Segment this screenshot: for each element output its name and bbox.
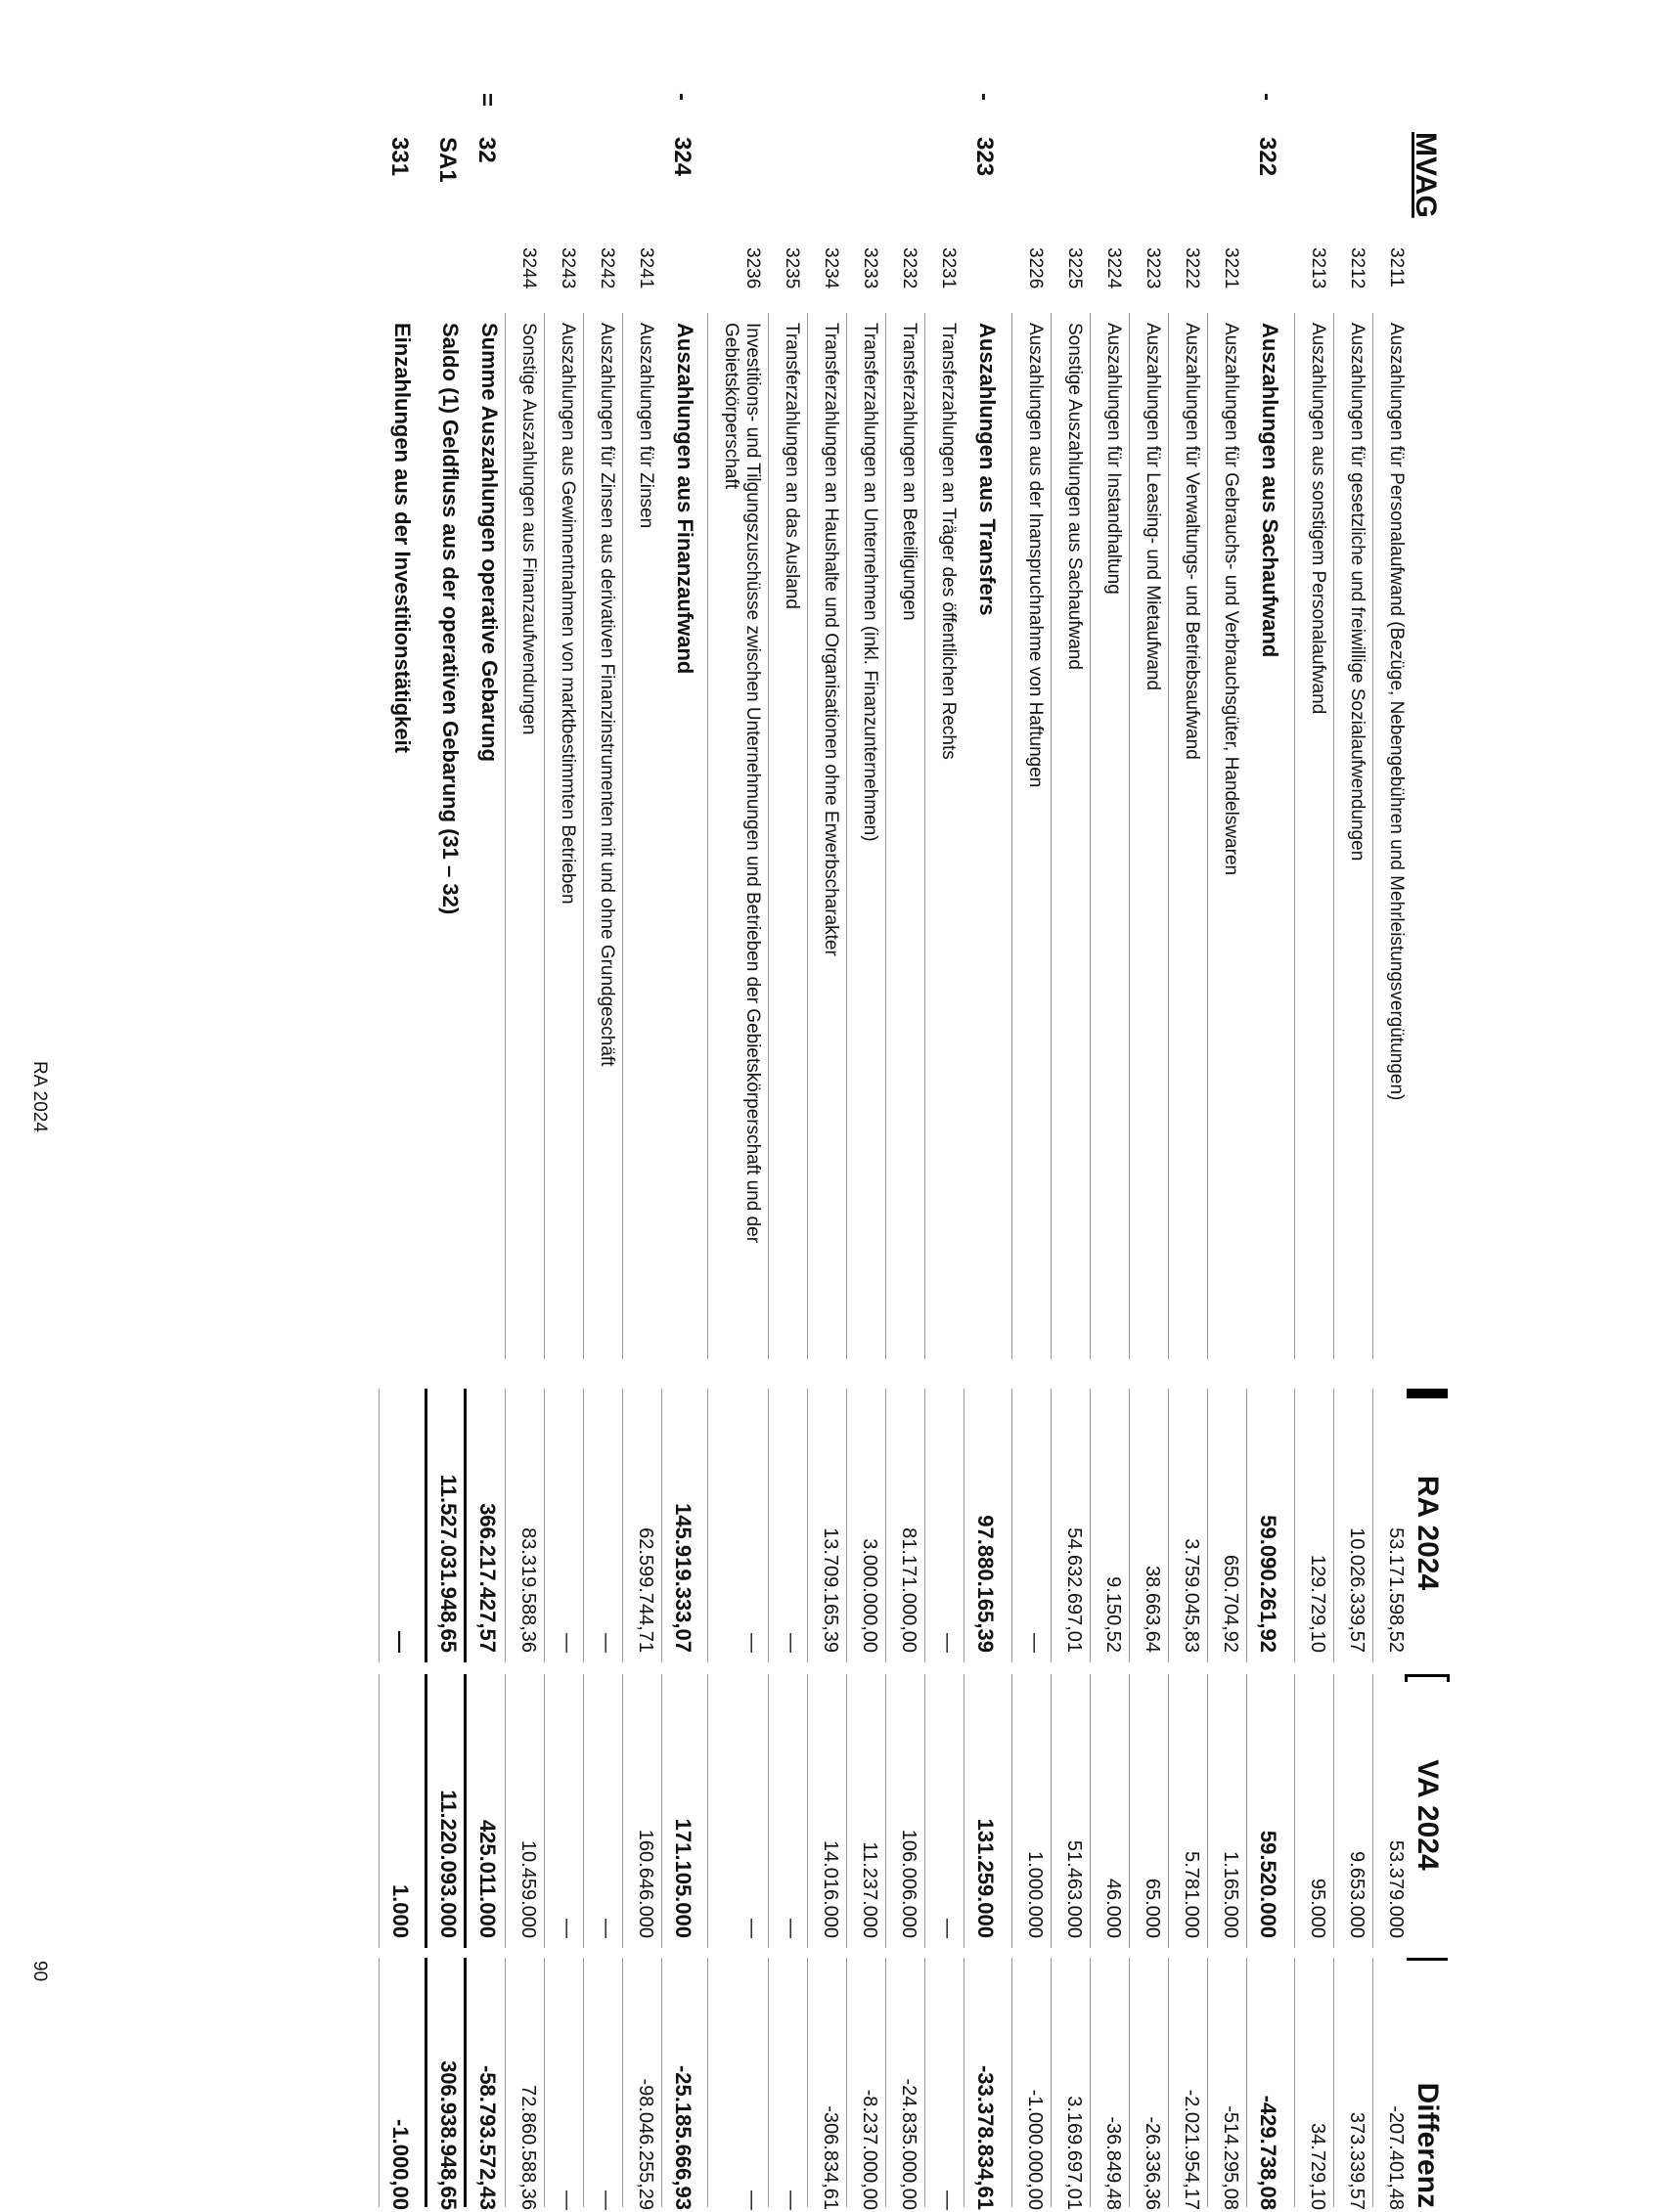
row-va-value: 1.165.000 xyxy=(1220,1851,1241,1938)
page-number: 90 xyxy=(29,1961,50,1982)
row-separator xyxy=(1333,1958,1334,2207)
row-label: Investitions- und Tilgungszuschüsse zwischen Unternehmungen und Betrieben der Gebietskörperschaft und der Gebietskörperschaft xyxy=(721,323,763,1244)
row-diff-value: -24.835.000,00 xyxy=(898,2078,919,2210)
row-label: Summe Auszahlungen operative Gebarung xyxy=(477,323,502,763)
row-separator xyxy=(1129,1389,1130,1662)
row-sign: - xyxy=(669,93,695,101)
row-va-value: 425.011.000 xyxy=(475,1819,500,1938)
row-va-value: 53.379.000 xyxy=(1385,1839,1407,1938)
row-va-value: 171.105.000 xyxy=(671,1818,695,1938)
row-group-code: 331 xyxy=(386,137,413,177)
row-account-code: 3241 xyxy=(636,247,656,289)
row-va-value: 106.006.000 xyxy=(898,1829,919,1938)
table-row xyxy=(500,0,539,2210)
row-separator xyxy=(379,1958,380,2207)
row-separator xyxy=(1090,1958,1091,2207)
row-ra-value: 38.663,64 xyxy=(1142,1566,1163,1653)
row-separator xyxy=(1051,313,1052,1359)
row-separator xyxy=(707,1389,708,1662)
row-ra-value: — xyxy=(741,1633,763,1653)
row-label: Auszahlungen aus sonstigem Personalaufwand xyxy=(1308,323,1328,715)
row-va-value: 9.653.000 xyxy=(1346,1851,1368,1938)
header-differenz xyxy=(1407,1958,1448,2212)
table-row xyxy=(1163,0,1202,2210)
row-separator xyxy=(583,313,584,1359)
table-row xyxy=(1289,0,1328,2210)
row-account-code: 3232 xyxy=(899,247,919,289)
row-diff-value: -1.000.000,00 xyxy=(1024,2089,1046,2210)
row-separator xyxy=(1207,1389,1208,1662)
row-separator xyxy=(1011,1958,1012,2207)
row-account-code: 3213 xyxy=(1308,247,1328,289)
row-separator xyxy=(885,1958,886,2207)
row-account-code: 3243 xyxy=(558,247,578,289)
row-va-value: 11.220.093.000 xyxy=(436,1790,461,1938)
row-separator xyxy=(1294,1389,1295,1662)
table-row xyxy=(1241,0,1282,2210)
row-ra-value: — xyxy=(1024,1633,1046,1653)
row-label: Transferzahlungen an Unternehmen (inkl. Finanzunternehmen) xyxy=(860,323,880,842)
row-separator xyxy=(807,313,808,1359)
row-ra-value: 3.759.045,83 xyxy=(1181,1538,1202,1653)
table-row xyxy=(578,0,617,2210)
row-separator xyxy=(1372,1958,1373,2207)
row-ra-value: — xyxy=(388,1631,413,1653)
row-label: Auszahlungen für Leasing- und Mietaufwand xyxy=(1143,323,1163,691)
row-separator xyxy=(1372,1674,1373,1948)
row-label: Sonstige Auszahlungen aus Finanzaufwendungen xyxy=(518,323,539,735)
row-diff-value: -306.834,61 xyxy=(820,2105,841,2210)
header-mvag: MVAG xyxy=(1410,132,1442,218)
table-row xyxy=(1124,0,1163,2210)
table-row xyxy=(656,0,697,2210)
row-label: Auszahlungen für Gebrauchs- und Verbrauchsgüter, Handelswaren xyxy=(1221,323,1241,876)
row-va-value: 51.463.000 xyxy=(1063,1839,1085,1938)
row-ra-value: 97.880.165,39 xyxy=(973,1515,998,1653)
row-group-code: 322 xyxy=(1254,137,1280,177)
row-ra-value: 83.319.588,36 xyxy=(517,1527,539,1653)
row-separator xyxy=(1246,1674,1247,1948)
row-account-code: 3234 xyxy=(821,247,841,289)
row-account-code: 3244 xyxy=(518,247,539,289)
row-account-code: 3226 xyxy=(1025,247,1046,289)
row-separator xyxy=(544,1389,545,1662)
header-diff-label: Differenz xyxy=(1412,2082,1444,2208)
row-separator xyxy=(1207,1958,1208,2207)
table-row xyxy=(461,0,502,2210)
row-separator xyxy=(885,1389,886,1662)
row-separator xyxy=(1372,1389,1373,1662)
header-ra-2024 xyxy=(1407,1389,1448,1667)
row-diff-value: — xyxy=(596,2190,617,2210)
row-label: Auszahlungen aus Sachaufwand xyxy=(1258,323,1282,658)
row-label: Transferzahlungen an Haushalte und Organisationen ohne Erwerbscharakter xyxy=(821,323,841,956)
row-separator xyxy=(885,1674,886,1948)
row-separator xyxy=(622,1389,623,1662)
row-sign: = xyxy=(473,93,500,108)
row-ra-value: — xyxy=(937,1633,959,1653)
row-separator xyxy=(583,1389,584,1662)
row-diff-value: -36.849,48 xyxy=(1102,2116,1124,2210)
row-diff-value: -58.793.572,43 xyxy=(475,2064,500,2210)
row-va-value: 14.016.000 xyxy=(820,1839,841,1938)
row-separator xyxy=(924,313,925,1359)
row-label: Transferzahlungen an Beteiligungen xyxy=(899,323,919,621)
row-ra-value: 62.599.744,71 xyxy=(635,1527,656,1653)
row-va-value: 131.259.000 xyxy=(973,1818,998,1938)
row-ra-value: 129.729,10 xyxy=(1307,1554,1328,1653)
row-separator xyxy=(1129,1674,1130,1948)
row-separator xyxy=(1294,313,1295,1359)
row-group-code: 32 xyxy=(473,137,500,163)
row-separator xyxy=(464,1389,467,1662)
row-va-value: 1.000 xyxy=(388,1883,413,1938)
row-account-code: 3223 xyxy=(1143,247,1163,289)
row-separator xyxy=(807,1958,808,2207)
row-separator xyxy=(846,1674,847,1948)
row-separator xyxy=(1129,313,1130,1359)
row-separator xyxy=(379,1389,380,1662)
row-va-value: 59.520.000 xyxy=(1256,1830,1280,1938)
row-va-value: 46.000 xyxy=(1102,1878,1124,1938)
row-diff-value: 373.339,57 xyxy=(1346,2111,1368,2210)
table-row xyxy=(374,0,415,2210)
row-separator xyxy=(846,313,847,1359)
row-ra-value: 366.217.427,57 xyxy=(475,1503,500,1653)
table-row xyxy=(1085,0,1124,2210)
row-separator xyxy=(924,1674,925,1948)
table-row xyxy=(704,0,763,2210)
row-separator xyxy=(544,1958,545,2207)
row-separator xyxy=(1333,1389,1334,1662)
row-separator xyxy=(1090,313,1091,1359)
row-diff-value: 72.860.588,36 xyxy=(517,2085,539,2210)
row-va-value: 1.000.000 xyxy=(1024,1851,1046,1938)
row-ra-value: 54.632.697,01 xyxy=(1063,1527,1085,1653)
row-separator xyxy=(1246,1958,1247,2207)
row-separator xyxy=(622,1958,623,2207)
row-diff-value: -8.237.000,00 xyxy=(859,2089,880,2210)
row-separator xyxy=(464,1674,467,1948)
row-separator xyxy=(1294,1958,1295,2207)
table-row xyxy=(959,0,1000,2210)
row-separator xyxy=(1090,1389,1091,1662)
row-separator xyxy=(707,1674,708,1948)
row-label: Auszahlungen aus der Inanspruchnahme von Haftungen xyxy=(1025,323,1046,788)
row-separator xyxy=(661,1389,662,1662)
table-row xyxy=(763,0,802,2210)
row-diff-value: -33.378.834,61 xyxy=(973,2064,998,2210)
row-separator xyxy=(622,313,623,1359)
row-group-code: 323 xyxy=(971,137,998,177)
row-group-code: SA1 xyxy=(434,137,461,183)
row-diff-value: -207.401,48 xyxy=(1385,2105,1407,2210)
row-ra-value: 81.171.000,00 xyxy=(898,1527,919,1653)
row-separator xyxy=(464,1958,467,2207)
row-ra-value: 53.171.598,52 xyxy=(1385,1527,1407,1653)
row-account-code: 3224 xyxy=(1103,247,1124,289)
row-ra-value: 650.704,92 xyxy=(1220,1554,1241,1653)
row-separator xyxy=(622,1674,623,1948)
row-label: Transferzahlungen an das Ausland xyxy=(782,323,802,609)
row-ra-value: — xyxy=(781,1633,802,1653)
row-separator xyxy=(924,1958,925,2207)
row-separator xyxy=(583,1674,584,1948)
row-separator xyxy=(846,1389,847,1662)
row-separator xyxy=(1129,1958,1130,2207)
row-diff-value: -429.738,08 xyxy=(1256,2095,1280,2210)
row-ra-value: 145.919.333,07 xyxy=(671,1503,695,1653)
row-account-code: 3231 xyxy=(938,247,959,289)
row-separator xyxy=(707,1958,708,2207)
row-separator xyxy=(661,1674,662,1948)
row-separator xyxy=(807,1674,808,1948)
row-ra-value: 9.150,52 xyxy=(1102,1576,1124,1653)
row-va-value: 11.237.000 xyxy=(859,1841,880,1938)
row-va-value: 10.459.000 xyxy=(517,1839,539,1938)
row-label: Auszahlungen aus Gewinnentnahmen von marktbestimmten Betrieben xyxy=(558,323,578,905)
row-account-code: 3236 xyxy=(742,247,763,289)
row-label: Auszahlungen aus Transfers xyxy=(975,323,1000,616)
row-diff-value: — xyxy=(741,2190,763,2210)
row-diff-value: -25.185.666,93 xyxy=(671,2064,695,2210)
row-label: Auszahlungen für gesetzliche und freiwillige Sozialaufwendungen xyxy=(1347,323,1368,862)
row-separator xyxy=(846,1958,847,2207)
row-va-value: — xyxy=(596,1919,617,1938)
row-separator xyxy=(1011,1674,1012,1948)
row-label: Sonstige Auszahlungen aus Sachaufwand xyxy=(1064,323,1085,670)
row-account-code: 3211 xyxy=(1386,247,1407,288)
row-separator xyxy=(1051,1958,1052,2207)
row-separator xyxy=(1168,1958,1169,2207)
row-separator xyxy=(379,1674,380,1948)
row-ra-value: 13.709.165,39 xyxy=(820,1527,841,1653)
row-separator xyxy=(544,1674,545,1948)
table-row xyxy=(1202,0,1241,2210)
table-row xyxy=(1368,0,1407,2210)
row-sign: - xyxy=(971,93,998,101)
row-separator xyxy=(661,1958,662,2207)
table-row xyxy=(422,0,463,2210)
table-row xyxy=(880,0,919,2210)
row-ra-value: 11.527.031.948,65 xyxy=(436,1474,461,1653)
row-diff-value: 3.169.697,01 xyxy=(1063,2096,1085,2210)
row-diff-value: -98.046.255,29 xyxy=(635,2078,656,2210)
row-va-value: 65.000 xyxy=(1142,1878,1163,1938)
row-diff-value: -1.000,00 xyxy=(388,2119,413,2210)
header-va-label: VA 2024 xyxy=(1412,1759,1444,1871)
row-separator xyxy=(544,313,545,1359)
row-account-code: 3212 xyxy=(1347,247,1368,289)
row-separator xyxy=(425,1958,427,2207)
row-separator xyxy=(885,313,886,1359)
row-diff-value: 34.729,10 xyxy=(1307,2123,1328,2210)
row-separator xyxy=(1207,313,1208,1359)
row-label: Auszahlungen für Instandhaltung xyxy=(1103,323,1124,595)
table-row xyxy=(919,0,959,2210)
row-separator xyxy=(425,1674,427,1948)
row-separator xyxy=(768,1674,769,1948)
table-row xyxy=(1046,0,1085,2210)
row-separator xyxy=(1168,1389,1169,1662)
table-row xyxy=(539,0,578,2210)
row-separator xyxy=(1168,1674,1169,1948)
row-separator xyxy=(1372,313,1373,1359)
row-separator xyxy=(1333,313,1334,1359)
row-separator xyxy=(768,1958,769,2207)
row-va-value: 95.000 xyxy=(1307,1878,1328,1938)
row-separator xyxy=(1333,1674,1334,1948)
row-va-value: — xyxy=(937,1919,959,1938)
row-separator xyxy=(1294,1674,1295,1948)
row-diff-value: -2.021.954,17 xyxy=(1181,2089,1202,2210)
row-separator xyxy=(924,1389,925,1662)
row-separator xyxy=(505,1674,506,1948)
row-account-code: 3235 xyxy=(782,247,802,289)
row-account-code: 3233 xyxy=(860,247,880,289)
row-label: Einzahlungen aus der Investitionstätigkeit xyxy=(390,323,415,754)
row-ra-value: 3.000.000,00 xyxy=(859,1538,880,1653)
row-separator xyxy=(1168,313,1169,1359)
row-separator xyxy=(425,1389,427,1662)
row-separator xyxy=(1090,1674,1091,1948)
row-ra-value: 59.090.261,92 xyxy=(1256,1515,1280,1653)
table-row xyxy=(802,0,841,2210)
row-label: Transferzahlungen an Träger des öffentlichen Rechts xyxy=(938,323,959,760)
row-diff-value: — xyxy=(557,2190,578,2210)
row-label: Auszahlungen für Verwaltungs- und Betriebsaufwand xyxy=(1182,323,1202,760)
row-separator xyxy=(505,1389,506,1662)
row-va-value: 5.781.000 xyxy=(1181,1851,1202,1938)
row-separator xyxy=(1051,1674,1052,1948)
row-ra-value: 10.026.339,57 xyxy=(1346,1527,1368,1653)
row-separator xyxy=(1011,313,1012,1359)
row-label: Auszahlungen für Zinsen aus derivativen Finanzinstrumenten mit und ohne Grundgeschäft xyxy=(597,323,617,1067)
row-va-value: 160.646.000 xyxy=(635,1829,656,1938)
row-separator xyxy=(707,313,708,1359)
row-diff-value: -514.295,08 xyxy=(1220,2105,1241,2210)
row-separator xyxy=(768,1389,769,1662)
row-separator xyxy=(583,1958,584,2207)
row-diff-value: -26.336,36 xyxy=(1142,2116,1163,2210)
row-ra-value: — xyxy=(557,1633,578,1653)
footer-doc: RA 2024 xyxy=(29,1061,50,1132)
table-row xyxy=(617,0,656,2210)
row-va-value: — xyxy=(741,1919,763,1938)
row-separator xyxy=(807,1389,808,1662)
table-row xyxy=(841,0,880,2210)
header-va-2024 xyxy=(1407,1674,1448,1953)
row-separator xyxy=(1011,1389,1012,1662)
row-label: Auszahlungen für Personalaufwand (Bezüge, Nebengebühren und Mehrleistungsvergütungen) xyxy=(1386,323,1407,1101)
row-separator xyxy=(1207,1674,1208,1948)
row-label: Saldo (1) Geldfluss aus der operativen Gebarung (31 – 32) xyxy=(438,323,463,915)
row-sign: - xyxy=(1254,93,1280,101)
row-group-code: 324 xyxy=(669,137,695,177)
row-account-code: 3221 xyxy=(1221,247,1241,289)
row-label: Auszahlungen für Zinsen xyxy=(636,323,656,529)
row-separator xyxy=(1246,1389,1247,1662)
row-diff-value: — xyxy=(937,2190,959,2210)
row-account-code: 3225 xyxy=(1064,247,1085,289)
row-separator xyxy=(505,313,506,1359)
row-account-code: 3222 xyxy=(1182,247,1202,289)
row-diff-value: 306.938.948,65 xyxy=(436,2060,461,2210)
row-separator xyxy=(505,1958,506,2207)
table-row xyxy=(1328,0,1368,2210)
row-account-code: 3242 xyxy=(597,247,617,289)
row-label: Auszahlungen aus Finanzaufwand xyxy=(673,323,697,675)
row-diff-value: — xyxy=(781,2190,802,2210)
table-row xyxy=(1007,0,1046,2210)
header-ra-label: RA 2024 xyxy=(1412,1475,1444,1591)
row-va-value: — xyxy=(557,1919,578,1938)
row-ra-value: — xyxy=(596,1633,617,1653)
row-va-value: — xyxy=(781,1919,802,1938)
row-separator xyxy=(768,313,769,1359)
row-separator xyxy=(1051,1389,1052,1662)
